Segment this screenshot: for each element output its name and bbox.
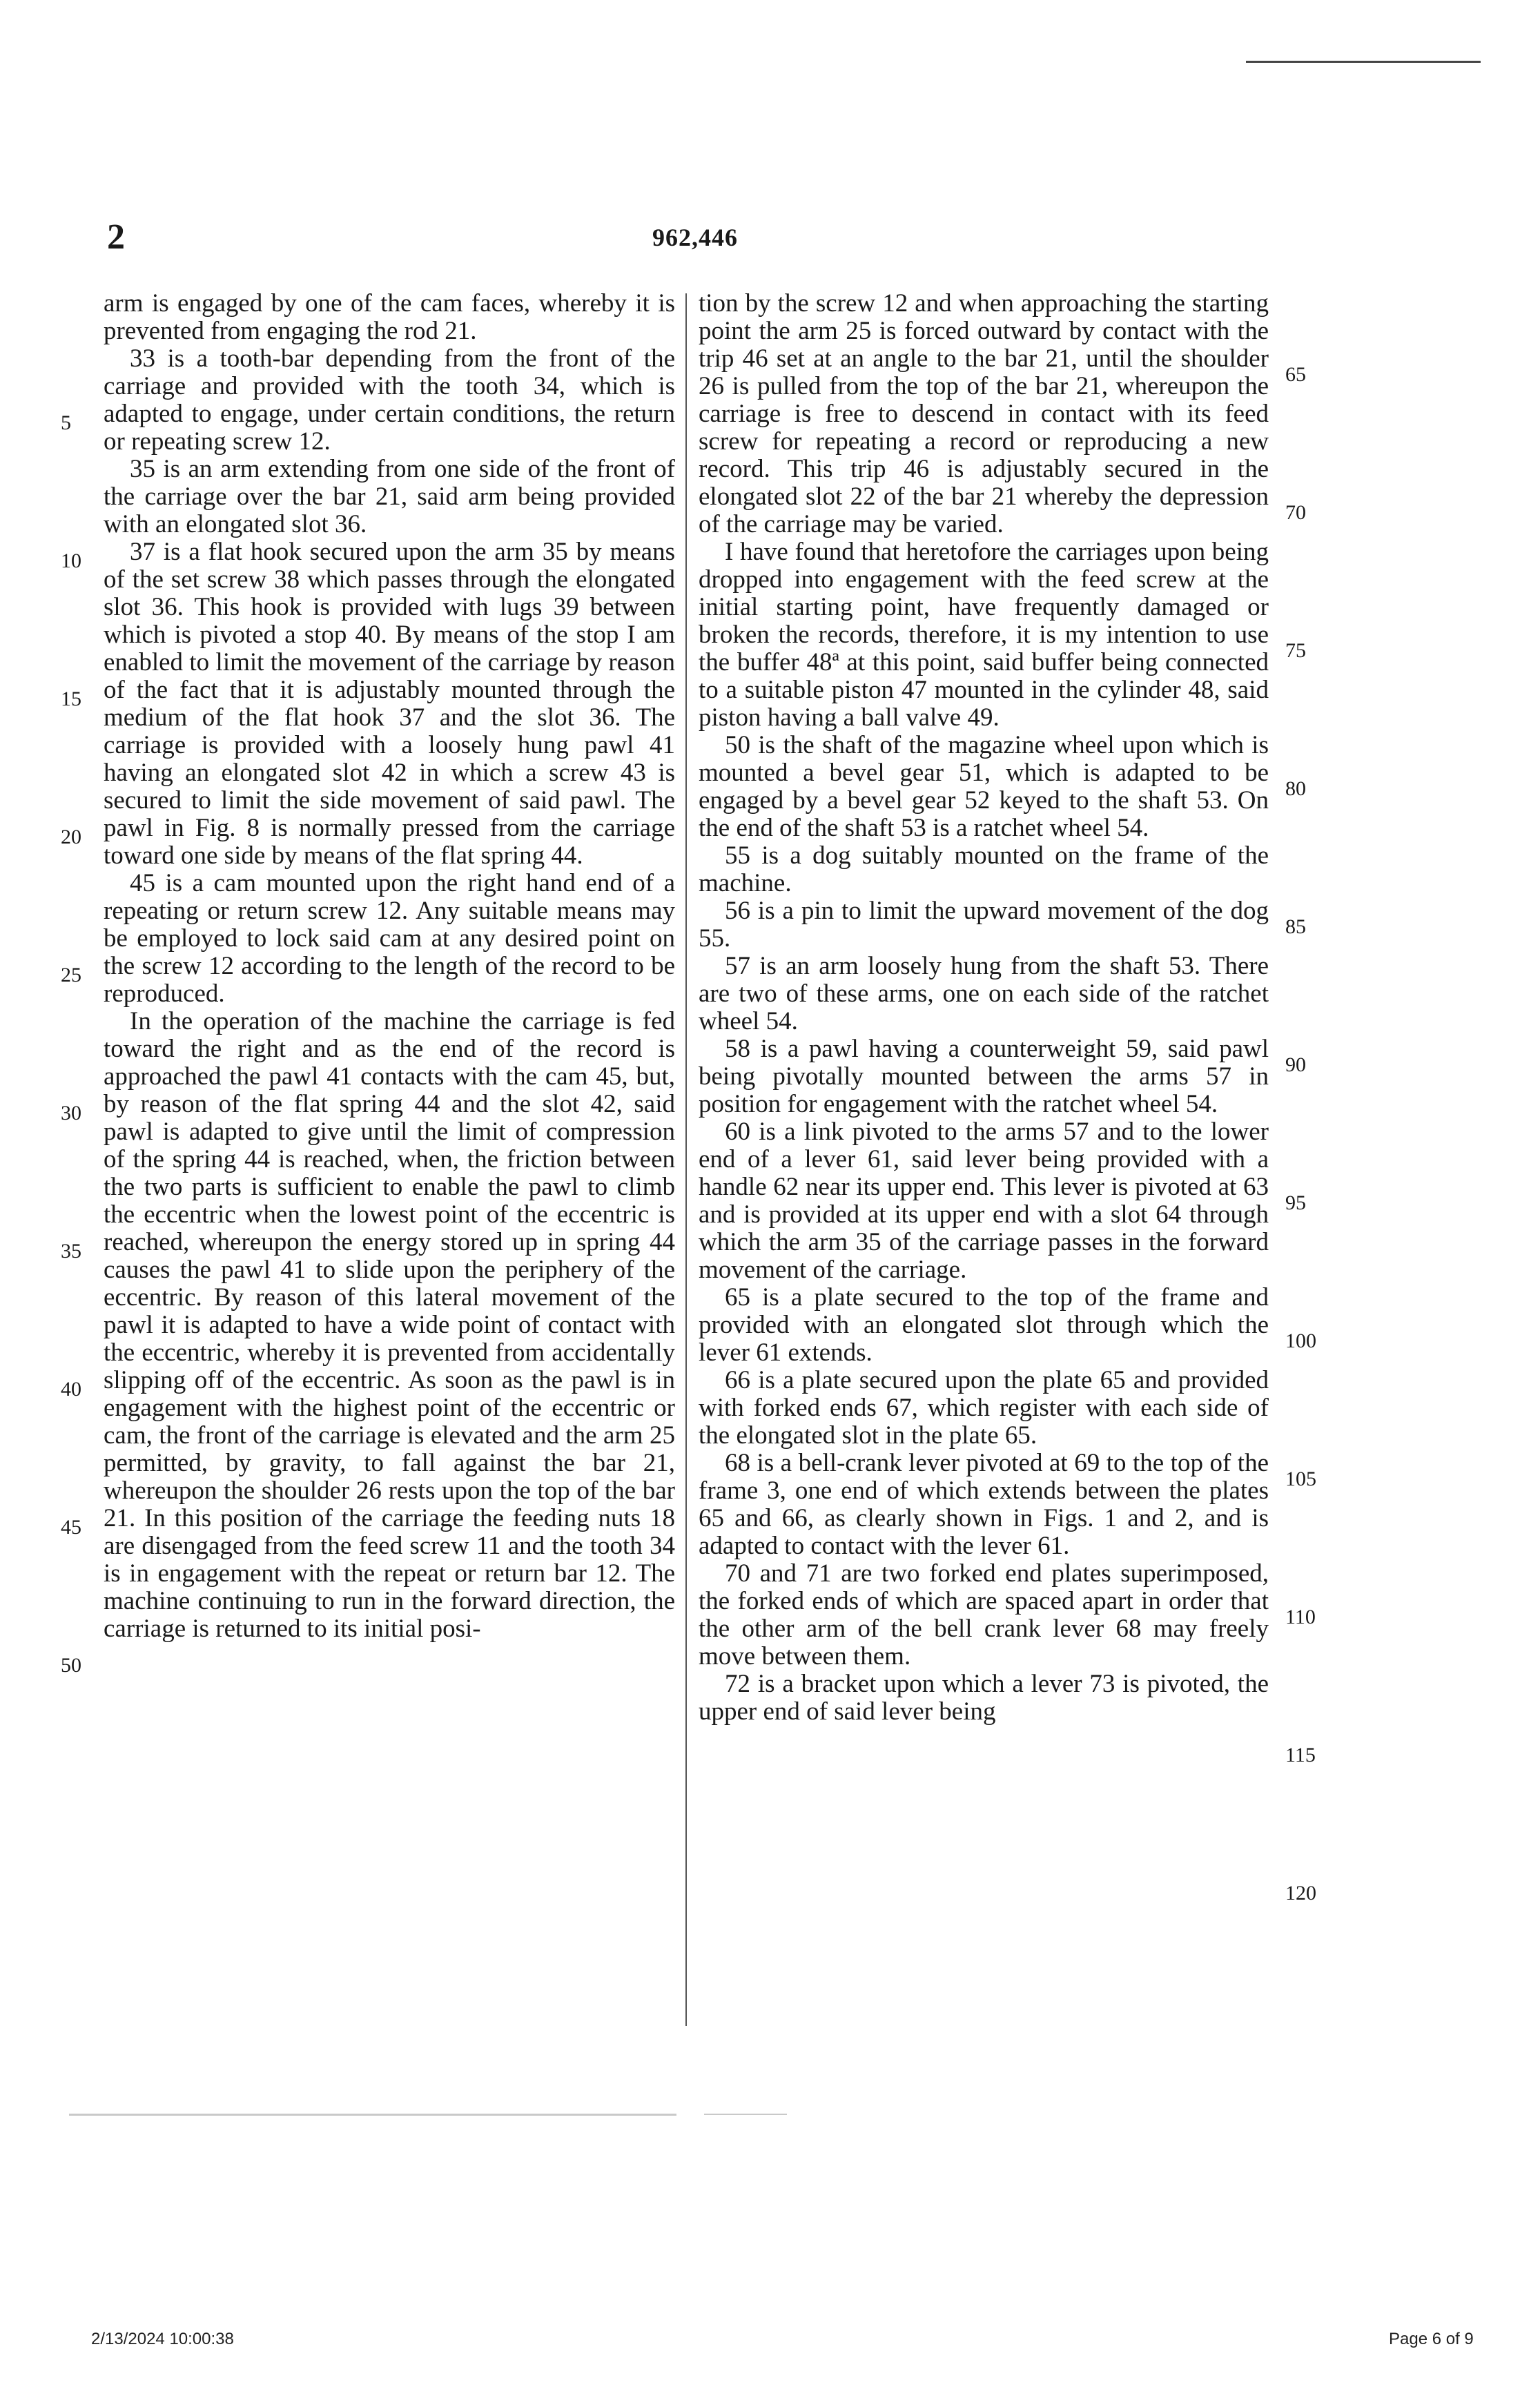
line-number: 105: [1285, 1468, 1316, 1490]
paragraph: I have found that heretofore the carriages upon being dropped into engagement with the feed screw at the initial starting point, have frequently damaged or broken the records, therefore, it is my intention to use the buffer 48ª at this point, said buffer being connected to a suitable piston 47 mounted in the cylinder 48, said piston having a ball valve 49.: [699, 538, 1269, 732]
line-number: 70: [1285, 501, 1306, 524]
patent-number: 962,446: [652, 224, 738, 251]
paragraph: 50 is the shaft of the magazine wheel upon which is mounted a bevel gear 51, which is adapted to be engaged by a bevel gear 52 keyed to the shaft 53. On the end of the shaft 53 is a ratchet wheel 54.: [699, 731, 1269, 842]
top-border-rule: [1246, 61, 1481, 63]
paragraph: 66 is a plate secured upon the plate 65 and provided with forked ends 67, which register with each side of the elongated slot in the plate 65.: [699, 1366, 1269, 1450]
line-number: 100: [1285, 1329, 1316, 1352]
scan-artifact: [69, 2114, 676, 2116]
line-number: 95: [1285, 1191, 1306, 1214]
paragraph: 56 is a pin to limit the upward movement of the dog 55.: [699, 897, 1269, 953]
line-number: 110: [1285, 1606, 1316, 1628]
line-number: 85: [1285, 915, 1306, 938]
line-number: 80: [1285, 777, 1306, 800]
line-number: 25: [61, 964, 81, 986]
line-number: 10: [61, 549, 81, 572]
paragraph: 72 is a bracket upon which a lever 73 is pivoted, the upper end of said lever being: [699, 1670, 1269, 1726]
paragraph: 55 is a dog suitably mounted on the frame of the machine.: [699, 841, 1269, 897]
paragraph: In the operation of the machine the carriage is fed toward the right and as the end of the record is approached the pawl 41 contacts with the cam 45, but, by reason of the flat spring 44 and the slot 42, said pawl is adapted to give until the limit of compression of the spring 44 is reached, when, the friction between the two parts is sufficient to enable the pawl to climb the eccentric when the lowest point of the eccentric is reached, whereupon the energy stored up in spring 44 causes the pawl 41 to slide upon the periphery of the eccentric. By reason of this lateral movement of the pawl it is adapted to have a wide point of contact with the eccentric, whereby it is prevented from accidentally slipping off of the eccentric. As soon as the pawl is in engagement with the highest point of the eccentric or cam, the front of the carriage is elevated and the arm 25 permitted, by gravity, to fall against the bar 21, whereupon the shoulder 26 rests upon the top of the bar 21. In this position of the carriage the feeding nuts 18 are disengaged from the feed screw 11 and the tooth 34 is in engagement with the repeat or return bar 12. The machine continuing to run in the forward direction, the carriage is returned to its initial posi-: [104, 1007, 675, 1643]
right-text-column: [699, 290, 1269, 1726]
paragraph: 35 is an arm extending from one side of the front of the carriage over the bar 21, said arm being provided with an elongated slot 36.: [104, 455, 675, 538]
page-number: 2: [107, 217, 125, 257]
line-number: 115: [1285, 1744, 1316, 1766]
line-number: 40: [61, 1378, 81, 1401]
paragraph: 58 is a pawl having a counterweight 59, said pawl being pivotally mounted between the arms 57 in position for engagement with the ratchet wheel 54.: [699, 1035, 1269, 1118]
line-number: 50: [61, 1654, 81, 1677]
paragraph: 60 is a link pivoted to the arms 57 and to the lower end of a lever 61, said lever being provided with a handle 62 near its upper end. This lever is pivoted at 63 and is provided at its upper end with a slot 64 through which the arm 35 of the carriage passes in the forward movement of the carriage.: [699, 1118, 1269, 1284]
line-number: 30: [61, 1102, 81, 1124]
line-number: 15: [61, 688, 81, 710]
line-number: 5: [61, 411, 71, 434]
paragraph: tion by the screw 12 and when approaching the starting point the arm 25 is forced outward by contact with the trip 46 set at an angle to the bar 21, until the shoulder 26 is pulled from the top of the bar 21, whereupon the carriage is free to descend in contact with its feed screw for repeating a record or reproducing a new record. This trip 46 is adjustably secured in the elongated slot 22 of the bar 21 whereby the depression of the carriage may be varied.: [699, 289, 1269, 538]
line-number: 75: [1285, 639, 1306, 662]
column-divider: [685, 293, 687, 2026]
line-number: 20: [61, 826, 81, 848]
line-number: 65: [1285, 363, 1306, 386]
line-number: 120: [1285, 1882, 1316, 1904]
paragraph: 33 is a tooth-bar depending from the front of the carriage and provided with the tooth 34, which is adapted to engage, under certain conditions, the return or repeating screw 12.: [104, 344, 675, 456]
scan-artifact: [704, 2114, 787, 2115]
footer-page-label: Page 6 of 9: [1389, 2330, 1474, 2348]
line-number: 35: [61, 1240, 81, 1263]
line-number: 90: [1285, 1053, 1306, 1076]
footer-timestamp: 2/13/2024 10:00:38: [91, 2330, 234, 2348]
paragraph: 68 is a bell-crank lever pivoted at 69 to the top of the frame 3, one end of which extends between the plates 65 and 66, as clearly shown in Figs. 1 and 2, and is adapted to contact with the lever 61.: [699, 1449, 1269, 1560]
paragraph: 70 and 71 are two forked end plates superimposed, the forked ends of which are spaced apart in order that the other arm of the bell crank lever 68 may freely move between them.: [699, 1559, 1269, 1670]
line-number: 45: [61, 1516, 81, 1539]
left-text-column: [104, 290, 675, 1643]
paragraph: 45 is a cam mounted upon the right hand end of a repeating or return screw 12. Any suitable means may be employed to lock said cam at any desired point on the screw 12 according to the length of the record to be reproduced.: [104, 869, 675, 1008]
paragraph: arm is engaged by one of the cam faces, whereby it is prevented from engaging the rod 21.: [104, 289, 675, 345]
paragraph: 65 is a plate secured to the top of the frame and provided with an elongated slot through which the lever 61 extends.: [699, 1283, 1269, 1367]
paragraph: 37 is a flat hook secured upon the arm 35 by means of the set screw 38 which passes through the elongated slot 36. This hook is provided with lugs 39 between which is pivoted a stop 40. By means of the stop I am enabled to limit the movement of the carriage by reason of the fact that it is adjustably mounted through the medium of the flat hook 37 and the slot 36. The carriage is provided with a loosely hung pawl 41 having an elongated slot 42 in which a screw 43 is secured to limit the side movement of said pawl. The pawl in Fig. 8 is normally pressed from the carriage toward one side by means of the flat spring 44.: [104, 538, 675, 870]
paragraph: 57 is an arm loosely hung from the shaft 53. There are two of these arms, one on each side of the ratchet wheel 54.: [699, 952, 1269, 1035]
